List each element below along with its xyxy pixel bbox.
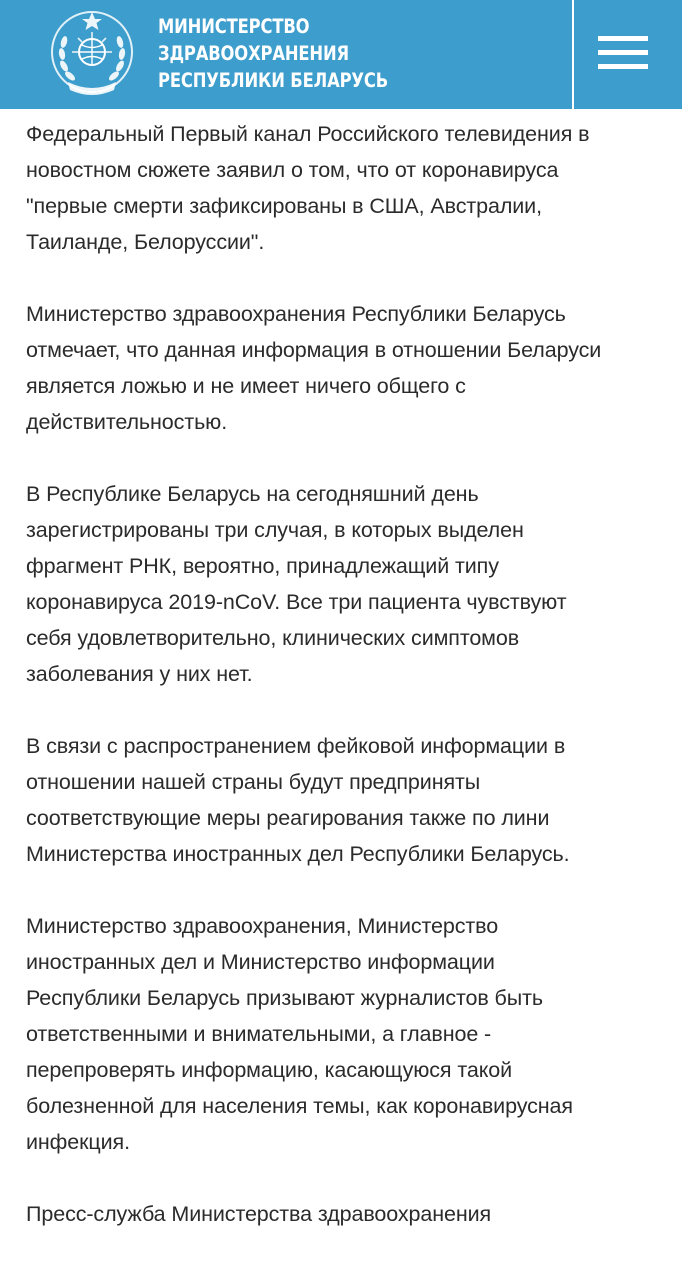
ministry-title[interactable] [158, 13, 388, 94]
article-signature: Пресс-служба Министерства здравоохранения [26, 1202, 492, 1226]
ministry-title-line-2: ЗДРАВООХРАНЕНИЯ [158, 42, 349, 65]
ministry-title-line-3: РЕСПУБЛИКИ БЕЛАРУСЬ [158, 69, 389, 92]
article-paragraph: Федеральный Первый канал Российского телевидения в новостном сюжете заявил о том, что от коронавируса "первые смерти зафиксированы в США, Австралии, Таиланде, Белоруссии". [26, 122, 590, 254]
article-paragraph: В Республике Беларусь на сегодняшний день зарегистрированы три случая, в которых выделен фрагмент РНК, вероятно, принадлежащий типу коронавируса 2019-nCoV. Все три пациента чувствуют себя удовлетворительно, клинических симптомов заболевания у них нет. [26, 482, 567, 686]
coat-of-arms-icon[interactable] [48, 8, 136, 100]
article-body [26, 116, 666, 1268]
ministry-title-line-1: МИНИСТЕРСТВО [158, 15, 310, 38]
article-paragraph: В связи с распространением фейковой информации в отношении нашей страны будут предприняты соответствующие меры реагирования также по лини Министерства иностранных дел Республики Беларусь. [26, 734, 570, 866]
hamburger-menu-icon [598, 50, 648, 55]
hamburger-menu-icon [598, 36, 648, 41]
article-paragraph: Министерство здравоохранения Республики Беларусь отмечает, что данная информация в отношении Беларуси является ложью и не имеет ничего общего с действительностью. [26, 302, 602, 434]
article-paragraph: Министерство здравоохранения, Министерство иностранных дел и Министерство информации Республики Беларусь призывают журналистов быть ответственными и внимательными, а главное - перепроверять информацию, касающуюся такой болезненной для населения темы, как коронавирусная инфекция. [26, 914, 573, 1154]
hamburger-menu-icon [598, 64, 648, 69]
site-header [0, 0, 682, 109]
menu-button[interactable] [574, 0, 682, 109]
